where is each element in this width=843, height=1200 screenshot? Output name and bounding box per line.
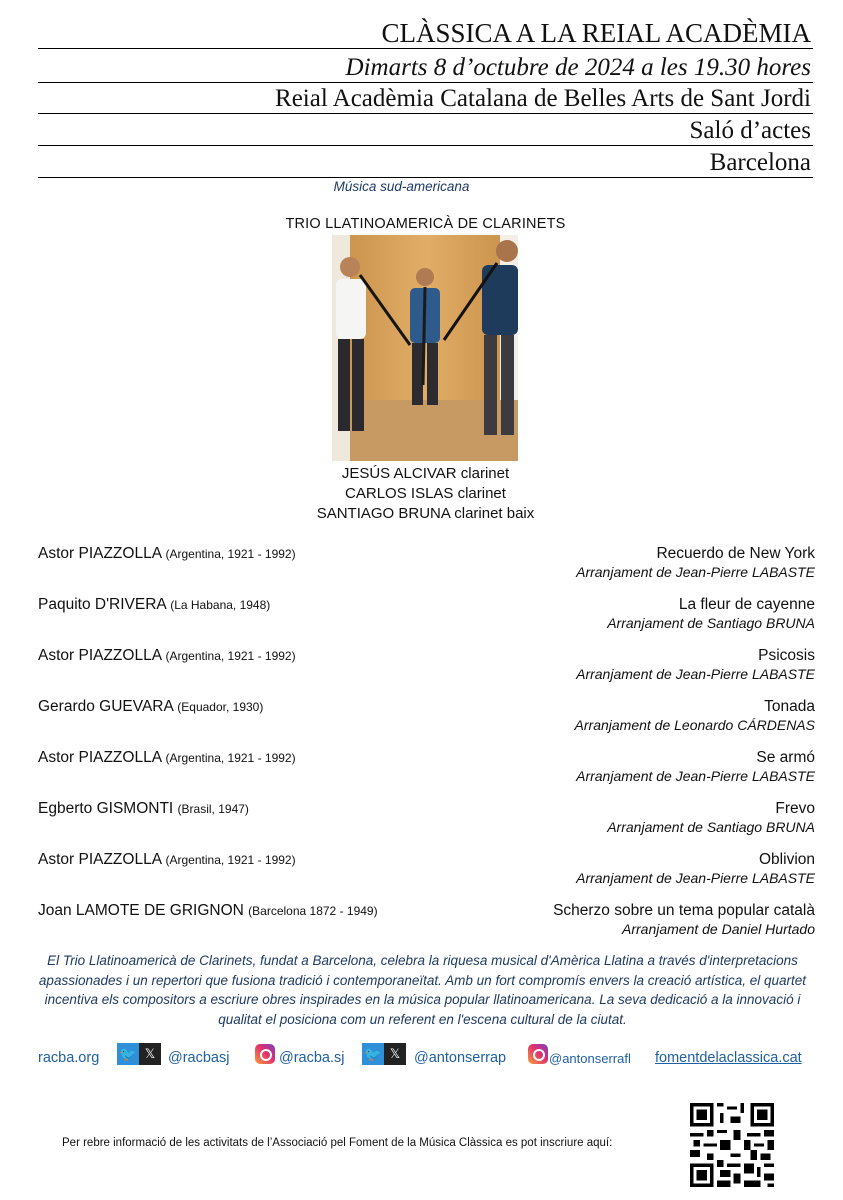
program-item	[38, 851, 815, 891]
arrangement: Arranjament de Daniel Hurtado	[622, 921, 815, 937]
twitter-handle-racba[interactable]: @racbasj	[168, 1050, 230, 1066]
work-title: La fleur de cayenne	[678, 596, 815, 613]
program-item	[38, 647, 815, 687]
newsletter-note: Per rebre informació de les activitats de l’Associació pel Foment de la Música Clàssica es pot inscriure aquí:	[62, 1137, 613, 1149]
composer-name: Astor PIAZZOLLA	[38, 647, 162, 664]
composer-name: Astor PIAZZOLLA	[38, 749, 162, 766]
arrangement: Arranjament de Jean-Pierre LABASTE	[576, 768, 815, 784]
program-item	[38, 749, 815, 789]
twitter-icon[interactable]: 🐦	[117, 1043, 139, 1065]
instagram-icon[interactable]	[255, 1044, 275, 1064]
work-title: Scherzo sobre un tema popular català	[553, 902, 815, 919]
arrangement: Arranjament de Jean-Pierre LABASTE	[576, 666, 815, 682]
work-title: Psicosis	[758, 647, 815, 664]
composer-name: Joan LAMOTE DE GRIGNON	[38, 902, 244, 919]
work-title: Tonada	[764, 698, 815, 715]
composer-dates: (La Habana, 1948)	[170, 598, 271, 612]
work-title: Frevo	[775, 800, 815, 817]
arrangement: Arranjament de Leonardo CÁRDENAS	[574, 717, 815, 733]
member-3: SANTIAGO BRUNA clarinet baix	[316, 505, 535, 522]
composer-dates: (Argentina, 1921 - 1992)	[165, 853, 296, 867]
composer-dates: (Equador, 1930)	[177, 700, 264, 714]
program-item	[38, 596, 815, 636]
member-1: JESÚS ALCIVAR clarinet	[341, 465, 510, 482]
concert-subtitle: Música sud-americana	[333, 179, 470, 194]
composer-name: Astor PIAZZOLLA	[38, 545, 162, 562]
instagram-handle-antonserrafl[interactable]: @antonserrafl	[549, 1051, 631, 1066]
member-2: CARLOS ISLAS clarinet	[345, 485, 506, 502]
arrangement: Arranjament de Jean-Pierre LABASTE	[576, 870, 815, 886]
composer-dates: (Brasil, 1947)	[177, 802, 249, 816]
trio-photo	[332, 235, 518, 461]
arrangement: Arranjament de Santiago BRUNA	[607, 615, 815, 631]
header-date: Dimarts 8 d’octubre de 2024 a les 19.30 hores	[38, 55, 813, 83]
composer-dates: (Argentina, 1921 - 1992)	[165, 547, 296, 561]
arrangement: Arranjament de Santiago BRUNA	[607, 819, 815, 835]
header-city: Barcelona	[38, 150, 813, 178]
twitter-handle-antonserrap[interactable]: @antonserrap	[414, 1050, 507, 1066]
instagram-handle-racba[interactable]: @racba.sj	[279, 1050, 345, 1066]
composer-name: Gerardo GUEVARA	[38, 698, 173, 715]
instagram-icon[interactable]	[528, 1044, 548, 1064]
program-item	[38, 800, 815, 840]
ensemble-name: TRIO LLATINOAMERICÀ DE CLARINETS	[285, 216, 566, 232]
composer-dates: (Barcelona 1872 - 1949)	[248, 904, 378, 918]
program-item	[38, 902, 815, 942]
work-title: Se armó	[756, 749, 815, 766]
twitter-icon[interactable]: 🐦	[362, 1043, 384, 1065]
x-icon[interactable]: 𝕏	[139, 1043, 161, 1065]
qr-code[interactable]	[690, 1103, 774, 1187]
social-bar	[0, 1040, 843, 1070]
header-venue: Reial Acadèmia Catalana de Belles Arts de Sant Jordi	[38, 86, 813, 114]
x-icon[interactable]: 𝕏	[384, 1043, 406, 1065]
foment-link[interactable]: fomentdelaclassica.cat	[655, 1050, 802, 1066]
racba-link[interactable]: racba.org	[38, 1050, 100, 1066]
header-hall: Saló d’actes	[38, 118, 813, 146]
members-list	[0, 464, 843, 524]
work-title: Recuerdo de New York	[656, 545, 815, 562]
composer-name: Egberto GISMONTI	[38, 800, 174, 817]
composer-name: Astor PIAZZOLLA	[38, 851, 162, 868]
header-series: CLÀSSICA A LA REIAL ACADÈMIA	[38, 20, 813, 49]
composer-name: Paquito D'RIVERA	[38, 596, 166, 613]
arrangement: Arranjament de Jean-Pierre LABASTE	[576, 564, 815, 580]
composer-dates: (Argentina, 1921 - 1992)	[165, 649, 296, 663]
program-item	[38, 698, 815, 738]
ensemble-bio: El Trio Llatinoamericà de Clarinets, fundat a Barcelona, celebra la riquesa musical d'Amèrica Llatina a través d'interpretacions apassionades i un repertori que fusiona tradició i contemporaneïtat. Amb un fort compromís envers la creació artística, el quartet incentiva els compositors a escriure obres inspirades en la música popular llatinoamericana. La seva dedicació a la innovació i qualitat el posiciona com un referent en l'escena cultural de la ciutat.	[38, 953, 807, 1027]
program-item	[38, 545, 815, 585]
composer-dates: (Argentina, 1921 - 1992)	[165, 751, 296, 765]
work-title: Oblivion	[759, 851, 815, 868]
